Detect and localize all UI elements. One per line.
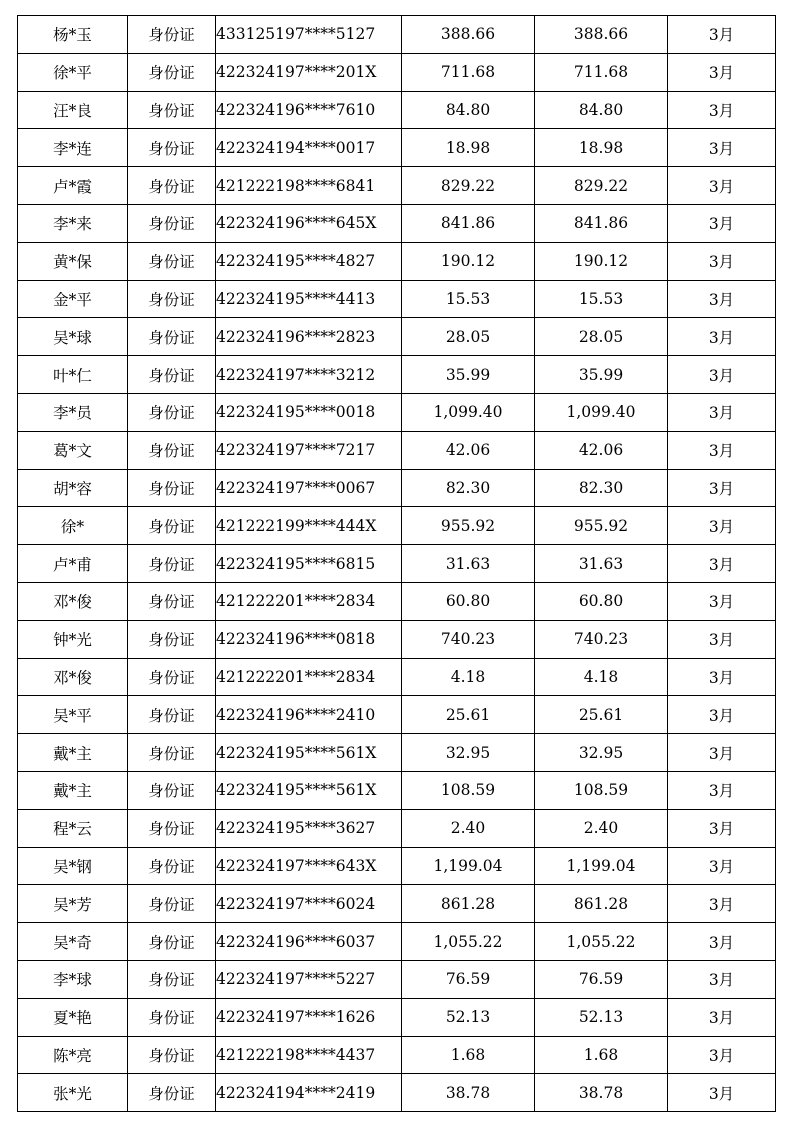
- person-name-cell: 葛*文: [18, 431, 128, 469]
- paid-amount-cell: 4.18: [535, 658, 668, 696]
- month-cell: 3月: [668, 734, 776, 772]
- paid-amount-cell: 35.99: [535, 356, 668, 394]
- id-type-cell: 身份证: [128, 582, 216, 620]
- id-type-cell: 身份证: [128, 1074, 216, 1112]
- table-row: [18, 53, 776, 91]
- id-type-cell: 身份证: [128, 771, 216, 809]
- table-row: [18, 620, 776, 658]
- amount-cell: 190.12: [402, 242, 535, 280]
- amount-cell: 388.66: [402, 16, 535, 54]
- id-type-cell: 身份证: [128, 280, 216, 318]
- month-cell: 3月: [668, 771, 776, 809]
- id-type-cell: 身份证: [128, 129, 216, 167]
- month-cell: 3月: [668, 809, 776, 847]
- id-number-cell: 422324194****0017: [216, 129, 402, 167]
- amount-cell: 28.05: [402, 318, 535, 356]
- amount-cell: 18.98: [402, 129, 535, 167]
- paid-amount-cell: 25.61: [535, 696, 668, 734]
- id-number-cell: 422324196****6037: [216, 923, 402, 961]
- month-cell: 3月: [668, 167, 776, 205]
- month-cell: 3月: [668, 469, 776, 507]
- paid-amount-cell: 82.30: [535, 469, 668, 507]
- amount-cell: 31.63: [402, 545, 535, 583]
- person-name-cell: 黄*保: [18, 242, 128, 280]
- table-row: [18, 393, 776, 431]
- amount-cell: 1.68: [402, 1036, 535, 1074]
- person-name-cell: 陈*亮: [18, 1036, 128, 1074]
- month-cell: 3月: [668, 923, 776, 961]
- paid-amount-cell: 1,199.04: [535, 847, 668, 885]
- person-name-cell: 李*连: [18, 129, 128, 167]
- table-row: [18, 16, 776, 54]
- table-row: [18, 1074, 776, 1112]
- id-type-cell: 身份证: [128, 507, 216, 545]
- amount-cell: 841.86: [402, 204, 535, 242]
- paid-amount-cell: 38.78: [535, 1074, 668, 1112]
- table-row: [18, 167, 776, 205]
- id-type-cell: 身份证: [128, 318, 216, 356]
- table-row: [18, 507, 776, 545]
- amount-cell: 42.06: [402, 431, 535, 469]
- month-cell: 3月: [668, 242, 776, 280]
- person-name-cell: 卢*甫: [18, 545, 128, 583]
- table-row: [18, 280, 776, 318]
- paid-amount-cell: 60.80: [535, 582, 668, 620]
- table-row: [18, 923, 776, 961]
- amount-cell: 2.40: [402, 809, 535, 847]
- amount-cell: 32.95: [402, 734, 535, 772]
- id-number-cell: 422324196****645X: [216, 204, 402, 242]
- month-cell: 3月: [668, 960, 776, 998]
- paid-amount-cell: 31.63: [535, 545, 668, 583]
- table-row: [18, 847, 776, 885]
- month-cell: 3月: [668, 620, 776, 658]
- id-number-cell: 422324197****5227: [216, 960, 402, 998]
- table-row: [18, 469, 776, 507]
- amount-cell: 76.59: [402, 960, 535, 998]
- paid-amount-cell: 84.80: [535, 91, 668, 129]
- table-row: [18, 1036, 776, 1074]
- amount-cell: 15.53: [402, 280, 535, 318]
- table-row: [18, 242, 776, 280]
- month-cell: 3月: [668, 658, 776, 696]
- id-type-cell: 身份证: [128, 91, 216, 129]
- table-row: [18, 771, 776, 809]
- id-number-cell: 422324196****2823: [216, 318, 402, 356]
- paid-amount-cell: 955.92: [535, 507, 668, 545]
- person-name-cell: 张*光: [18, 1074, 128, 1112]
- month-cell: 3月: [668, 356, 776, 394]
- person-name-cell: 程*云: [18, 809, 128, 847]
- id-number-cell: 422324197****1626: [216, 998, 402, 1036]
- amount-cell: 52.13: [402, 998, 535, 1036]
- amount-cell: 60.80: [402, 582, 535, 620]
- month-cell: 3月: [668, 998, 776, 1036]
- id-number-cell: 422324195****4413: [216, 280, 402, 318]
- paid-amount-cell: 829.22: [535, 167, 668, 205]
- id-type-cell: 身份证: [128, 658, 216, 696]
- table-row: [18, 658, 776, 696]
- person-name-cell: 徐*: [18, 507, 128, 545]
- paid-amount-cell: 108.59: [535, 771, 668, 809]
- table-row: [18, 356, 776, 394]
- paid-amount-cell: 1,055.22: [535, 923, 668, 961]
- month-cell: 3月: [668, 431, 776, 469]
- paid-amount-cell: 28.05: [535, 318, 668, 356]
- person-name-cell: 邓*俊: [18, 658, 128, 696]
- id-type-cell: 身份证: [128, 1036, 216, 1074]
- paid-amount-cell: 76.59: [535, 960, 668, 998]
- amount-cell: 1,099.40: [402, 393, 535, 431]
- month-cell: 3月: [668, 545, 776, 583]
- paid-amount-cell: 52.13: [535, 998, 668, 1036]
- table-row: [18, 204, 776, 242]
- month-cell: 3月: [668, 204, 776, 242]
- person-name-cell: 徐*平: [18, 53, 128, 91]
- id-type-cell: 身份证: [128, 923, 216, 961]
- person-name-cell: 吴*钢: [18, 847, 128, 885]
- amount-cell: 4.18: [402, 658, 535, 696]
- month-cell: 3月: [668, 53, 776, 91]
- id-type-cell: 身份证: [128, 620, 216, 658]
- amount-cell: 1,199.04: [402, 847, 535, 885]
- month-cell: 3月: [668, 1036, 776, 1074]
- id-type-cell: 身份证: [128, 734, 216, 772]
- id-number-cell: 422324197****0067: [216, 469, 402, 507]
- id-number-cell: 422324196****7610: [216, 91, 402, 129]
- paid-amount-cell: 1.68: [535, 1036, 668, 1074]
- person-name-cell: 卢*霞: [18, 167, 128, 205]
- id-type-cell: 身份证: [128, 696, 216, 734]
- id-type-cell: 身份证: [128, 847, 216, 885]
- id-type-cell: 身份证: [128, 53, 216, 91]
- paid-amount-cell: 740.23: [535, 620, 668, 658]
- person-name-cell: 李*员: [18, 393, 128, 431]
- person-name-cell: 杨*玉: [18, 16, 128, 54]
- person-name-cell: 吴*平: [18, 696, 128, 734]
- id-number-cell: 422324195****6815: [216, 545, 402, 583]
- table-body: [18, 16, 776, 1112]
- amount-cell: 25.61: [402, 696, 535, 734]
- id-number-cell: 421222201****2834: [216, 658, 402, 696]
- id-number-cell: 421222198****4437: [216, 1036, 402, 1074]
- person-name-cell: 钟*光: [18, 620, 128, 658]
- id-type-cell: 身份证: [128, 960, 216, 998]
- id-number-cell: 421222199****444X: [216, 507, 402, 545]
- table-row: [18, 318, 776, 356]
- table-row: [18, 91, 776, 129]
- month-cell: 3月: [668, 318, 776, 356]
- month-cell: 3月: [668, 582, 776, 620]
- person-name-cell: 金*平: [18, 280, 128, 318]
- amount-cell: 82.30: [402, 469, 535, 507]
- person-name-cell: 李*球: [18, 960, 128, 998]
- table-row: [18, 960, 776, 998]
- paid-amount-cell: 388.66: [535, 16, 668, 54]
- person-name-cell: 夏*艳: [18, 998, 128, 1036]
- table-row: [18, 129, 776, 167]
- month-cell: 3月: [668, 129, 776, 167]
- person-name-cell: 胡*容: [18, 469, 128, 507]
- id-type-cell: 身份证: [128, 393, 216, 431]
- id-number-cell: 422324195****561X: [216, 734, 402, 772]
- id-type-cell: 身份证: [128, 545, 216, 583]
- table-row: [18, 696, 776, 734]
- paid-amount-cell: 711.68: [535, 53, 668, 91]
- id-number-cell: 422324194****2419: [216, 1074, 402, 1112]
- month-cell: 3月: [668, 847, 776, 885]
- id-number-cell: 421222198****6841: [216, 167, 402, 205]
- id-number-cell: 422324197****3212: [216, 356, 402, 394]
- id-number-cell: 422324195****561X: [216, 771, 402, 809]
- month-cell: 3月: [668, 696, 776, 734]
- id-number-cell: 433125197****5127: [216, 16, 402, 54]
- month-cell: 3月: [668, 885, 776, 923]
- id-number-cell: 422324197****201X: [216, 53, 402, 91]
- amount-cell: 861.28: [402, 885, 535, 923]
- id-type-cell: 身份证: [128, 469, 216, 507]
- id-type-cell: 身份证: [128, 356, 216, 394]
- id-number-cell: 422324197****6024: [216, 885, 402, 923]
- id-type-cell: 身份证: [128, 998, 216, 1036]
- amount-cell: 740.23: [402, 620, 535, 658]
- id-type-cell: 身份证: [128, 167, 216, 205]
- amount-cell: 1,055.22: [402, 923, 535, 961]
- table-row: [18, 545, 776, 583]
- id-number-cell: 422324195****3627: [216, 809, 402, 847]
- paid-amount-cell: 2.40: [535, 809, 668, 847]
- paid-amount-cell: 42.06: [535, 431, 668, 469]
- person-name-cell: 吴*奇: [18, 923, 128, 961]
- id-number-cell: 422324197****7217: [216, 431, 402, 469]
- paid-amount-cell: 861.28: [535, 885, 668, 923]
- id-type-cell: 身份证: [128, 242, 216, 280]
- id-number-cell: 422324196****2410: [216, 696, 402, 734]
- paid-amount-cell: 15.53: [535, 280, 668, 318]
- paid-amount-cell: 32.95: [535, 734, 668, 772]
- amount-cell: 829.22: [402, 167, 535, 205]
- id-number-cell: 422324197****643X: [216, 847, 402, 885]
- id-type-cell: 身份证: [128, 809, 216, 847]
- id-number-cell: 421222201****2834: [216, 582, 402, 620]
- paid-amount-cell: 18.98: [535, 129, 668, 167]
- payment-table: [17, 15, 776, 1112]
- amount-cell: 108.59: [402, 771, 535, 809]
- person-name-cell: 邓*俊: [18, 582, 128, 620]
- id-number-cell: 422324196****0818: [216, 620, 402, 658]
- amount-cell: 35.99: [402, 356, 535, 394]
- table-row: [18, 734, 776, 772]
- id-type-cell: 身份证: [128, 16, 216, 54]
- month-cell: 3月: [668, 1074, 776, 1112]
- person-name-cell: 戴*主: [18, 771, 128, 809]
- month-cell: 3月: [668, 507, 776, 545]
- person-name-cell: 汪*良: [18, 91, 128, 129]
- table-row: [18, 809, 776, 847]
- person-name-cell: 李*来: [18, 204, 128, 242]
- paid-amount-cell: 841.86: [535, 204, 668, 242]
- paid-amount-cell: 1,099.40: [535, 393, 668, 431]
- table-row: [18, 998, 776, 1036]
- month-cell: 3月: [668, 280, 776, 318]
- person-name-cell: 叶*仁: [18, 356, 128, 394]
- amount-cell: 84.80: [402, 91, 535, 129]
- month-cell: 3月: [668, 16, 776, 54]
- paid-amount-cell: 190.12: [535, 242, 668, 280]
- id-type-cell: 身份证: [128, 885, 216, 923]
- amount-cell: 38.78: [402, 1074, 535, 1112]
- id-number-cell: 422324195****0018: [216, 393, 402, 431]
- person-name-cell: 戴*主: [18, 734, 128, 772]
- person-name-cell: 吴*芳: [18, 885, 128, 923]
- month-cell: 3月: [668, 91, 776, 129]
- table-row: [18, 582, 776, 620]
- id-type-cell: 身份证: [128, 204, 216, 242]
- month-cell: 3月: [668, 393, 776, 431]
- person-name-cell: 吴*球: [18, 318, 128, 356]
- amount-cell: 955.92: [402, 507, 535, 545]
- id-type-cell: 身份证: [128, 431, 216, 469]
- id-number-cell: 422324195****4827: [216, 242, 402, 280]
- amount-cell: 711.68: [402, 53, 535, 91]
- table-row: [18, 431, 776, 469]
- table-row: [18, 885, 776, 923]
